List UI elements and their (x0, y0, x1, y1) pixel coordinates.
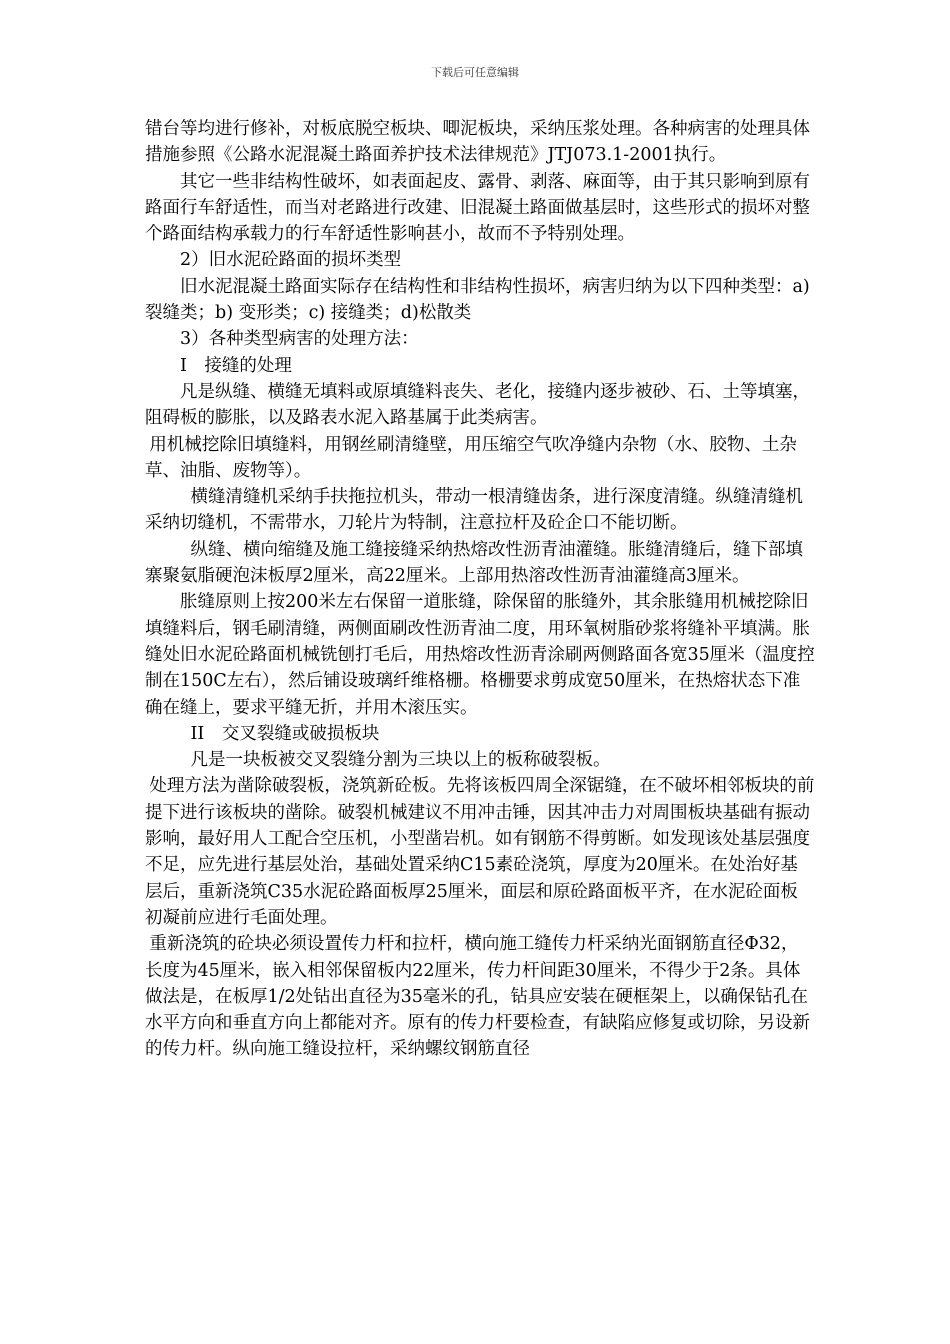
paragraph: 凡是纵缝、横缝无填料或原填缝料丧失、老化，接缝内逐步被砂、石、土等填塞，阻碍板的膨胀，以及路表水泥入路基属于此类病害。 (145, 381, 810, 429)
section-heading: 2）旧水泥砼路面的损坏类型 (180, 250, 402, 271)
paragraph: 用机械挖除旧填缝料，用钢丝刷清缝壁，用压缩空气吹净缝内杂物（水、胶物、土杂草、油脂、废物等）。 (145, 434, 797, 481)
document-body (145, 116, 815, 1063)
paragraph: 凡是一块板被交叉裂缝分割为三块以上的板称破裂板。 (190, 750, 611, 771)
section-heading: 3）各种类型病害的处理方法： (180, 329, 419, 350)
paragraph: 错台等均进行修补，对板底脱空板块、唧泥板块，采纳压浆处理。各种病害的处理具体措施参照《公路水泥混凝土路面养护技术法律规范》JTJ073.1-2001执行。 (145, 119, 810, 166)
section-heading: I 接缝的处理 (180, 355, 292, 376)
section-heading: II 交叉裂缝或破损板块 (190, 723, 380, 744)
paragraph: 横缝清缝机采纳手扶拖拉机头，带动一根清缝齿条，进行深度清缝。纵缝清缝机采纳切缝机，不需带水，刀轮片为特制，注意拉杆及砼企口不能切断。 (145, 487, 803, 534)
paragraph: 胀缝原则上按200米左右保留一道胀缝，除保留的胀缝外，其余胀缝用机械挖除旧填缝料后，钢毛刷清缝，两侧面刷改性沥青油二度，用环氧树脂砂浆将缝补平填满。胀缝处旧水泥砼路面机械铣刨打毛后，用热熔改性沥青涂刷两侧路面各宽35厘米（温度控制在150C左右），然后铺设玻璃纤维格栅。格栅要求剪成宽50厘米，在热熔状态下准确在缝上，要求平缝无折，并用木滚压实。 (145, 592, 815, 718)
paragraph: 纵缝、横向缩缝及施工缝接缝采纳热熔改性沥青油灌缝。胀缝清缝后，缝下部填寨聚氨脂硬泡沫板厚2厘米，高22厘米。上部用热溶改性沥青油灌缝高3厘米。 (145, 539, 803, 587)
paragraph: 旧水泥混凝土路面实际存在结构性和非结构性损坏，病害归纳为以下四种类型：a) 裂缝类；b) 变形类；c) 接缝类；d)松散类 (145, 276, 810, 324)
paragraph: 重新浇筑的砼块必须设置传力杆和拉杆，横向施工缝传力杆采纳光面钢筋直径Φ32，长度为45厘米，嵌入相邻保留板内22厘米，传力杆间距30厘米，不得少于2条。具体做法是，在板厚1/2处钻出直径为35毫米的孔，钻具应安装在硬框架上，以确保钻孔在水平方向和垂直方向上都能对齐。原有的传力杆要检查，有缺陷应修复或切除，另设新的传力杆。纵向施工缝设拉杆，采纳螺纹钢筋直径 (145, 934, 810, 1060)
paragraph: 处理方法为凿除破裂板，浇筑新砼板。先将该板四周全深锯缝，在不破坏相邻板块的前提下进行该板块的凿除。破裂机械建议不用冲击锤，因其冲击力对周围板块基础有振动影响，最好用人工配合空压机，小型凿岩机。如有钢筋不得剪断。如发现该处基层强度不足，应先进行基层处治，基础处置采纳C15素砼浇筑，厚度为20厘米。在处治好基层后，重新浇筑C35水泥砼路面板厚25厘米，面层和原砼路面板平齐，在水泥砼面板初凝前应进行毛面处理。 (145, 776, 815, 928)
paragraph: 其它一些非结构性破坏，如表面起皮、露骨、剥落、麻面等，由于其只影响到原有路面行车舒适性，而当对老路进行改建、旧混凝土路面做基层时，这些形式的损坏对整个路面结构承载力的行车舒适性影响甚小，故而不予特别处理。 (145, 171, 810, 245)
page-header: 下载后可任意编辑 (431, 66, 519, 79)
